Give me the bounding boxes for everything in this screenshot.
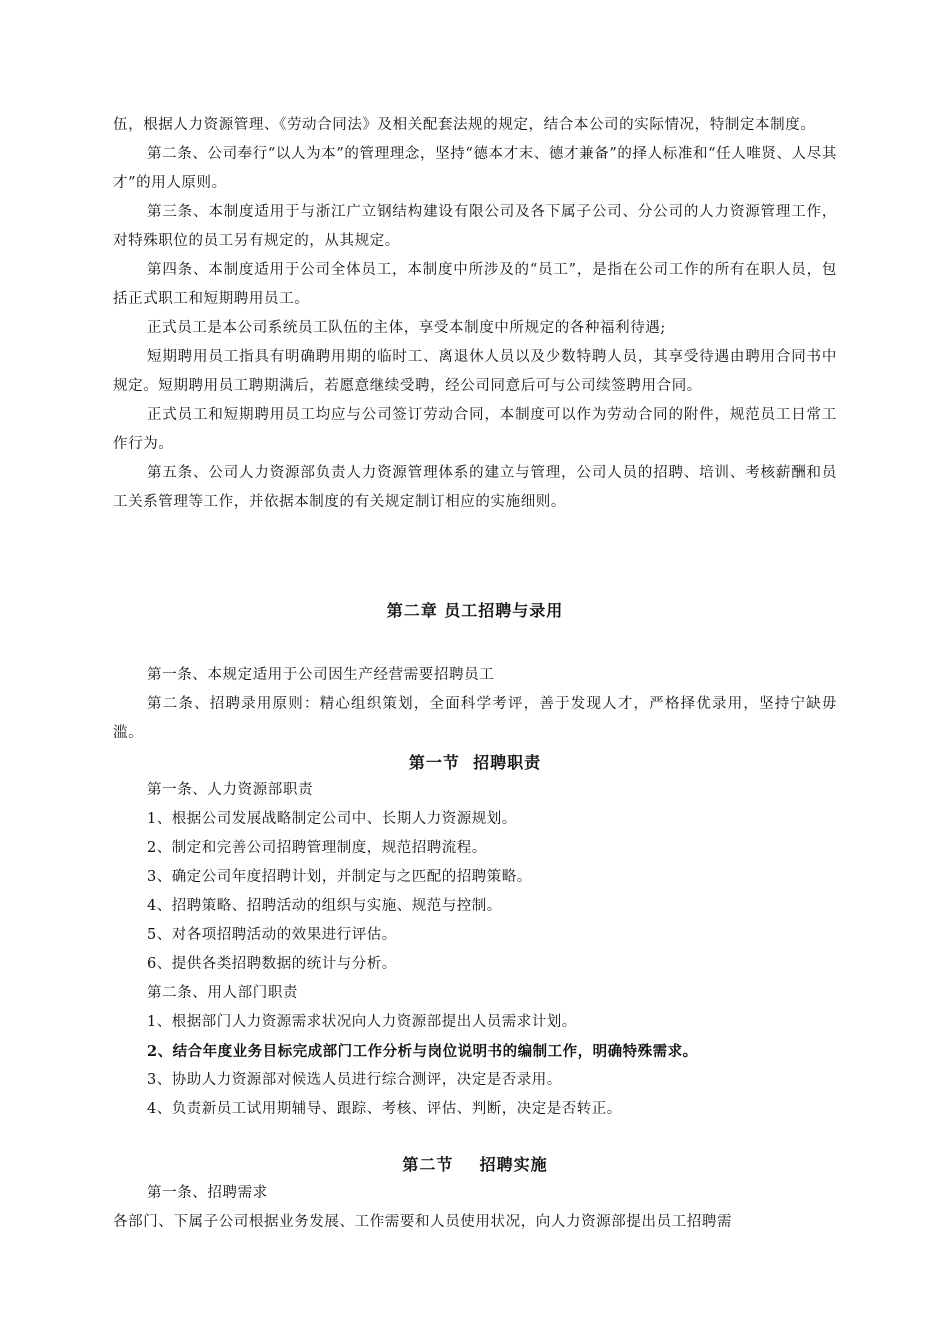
paragraph: 各部门、下属子公司根据业务发展、工作需要和人员使用状况，向人力资源部提出员工招聘需	[113, 1214, 733, 1230]
chapter-title: 第二章 员工招聘与录用	[386, 601, 564, 620]
list-item: 1、根据公司发展战略制定公司中、长期人力资源规划。	[147, 811, 517, 827]
list-item: 3、确定公司年度招聘计划，并制定与之匹配的招聘策略。	[147, 869, 532, 885]
paragraph: 正式员工和短期聘用员工均应与公司签订劳动合同，本制度可以作为劳动合同的附件，规范员工日常工作行为。	[113, 407, 837, 452]
paragraph: 伍，根据人力资源管理、《劳动合同法》及相关配套法规的规定，结合本公司的实际情况，特制定本制度。	[113, 117, 816, 133]
paragraph: 正式员工是本公司系统员工队伍的主体，享受本制度中所规定的各种福利待遇;	[147, 320, 666, 336]
paragraph: 短期聘用员工指具有明确聘用期的临时工、离退休人员以及少数特聘人员，其享受待遇由聘用合同书中规定。短期聘用员工聘期满后，若愿意继续受聘，经公司同意后可与公司续签聘用合同。	[113, 349, 837, 394]
paragraph: 第一条、本规定适用于公司因生产经营需要招聘员工	[147, 667, 495, 683]
section-title: 第二节 招聘实施	[402, 1155, 548, 1174]
article-heading: 第二条、用人部门职责	[147, 985, 298, 1001]
paragraph: 第二条、招聘录用原则：精心组织策划，全面科学考评，善于发现人才，严格择优录用，坚持宁缺毋滥。	[113, 696, 837, 741]
list-item: 2、制定和完善公司招聘管理制度，规范招聘流程。	[147, 840, 487, 856]
list-item: 5、对各项招聘活动的效果进行评估。	[147, 927, 397, 943]
list-item: 6、提供各类招聘数据的统计与分析。	[147, 956, 397, 972]
paragraph: 第二条、公司奉行“以人为本”的管理理念，坚持“德本才末、德才兼备”的择人标准和“任人唯贤、人尽其才”的用人原则。	[113, 146, 837, 191]
list-item: 3、协助人力资源部对候选人员进行综合测评，决定是否录用。	[147, 1072, 562, 1088]
article-heading: 第一条、招聘需求	[147, 1185, 268, 1201]
list-item-bold: 2、结合年度业务目标完成部门工作分析与岗位说明书的编制工作，明确特殊需求。	[147, 1043, 698, 1060]
section2-block	[113, 1179, 837, 1237]
paragraph: 第三条、本制度适用于与浙江广立钢结构建设有限公司及各下属子公司、分公司的人力资源管理工作，对特殊职位的员工另有规定的，从其规定。	[113, 204, 837, 249]
list-item: 4、招聘策略、招聘活动的组织与实施、规范与控制。	[147, 898, 502, 914]
intro-block	[113, 111, 837, 517]
section1-block	[113, 776, 837, 1124]
list-item: 4、负责新员工试用期辅导、跟踪、考核、评估、判断，决定是否转正。	[147, 1101, 622, 1117]
list-item: 1、根据部门人力资源需求状况向人力资源部提出人员需求计划。	[147, 1014, 577, 1030]
paragraph: 第四条、本制度适用于公司全体员工，本制度中所涉及的“员工”，是指在公司工作的所有在职人员，包括正式职工和短期聘用员工。	[113, 262, 837, 307]
section-title: 第一节 招聘职责	[408, 753, 542, 772]
article-heading: 第一条、人力资源部职责	[147, 782, 314, 798]
paragraph: 第五条、公司人力资源部负责人力资源管理体系的建立与管理，公司人员的招聘、培训、考核薪酬和员工关系管理等工作，并依据本制度的有关规定制订相应的实施细则。	[113, 465, 837, 510]
chapter2-block	[113, 661, 837, 748]
